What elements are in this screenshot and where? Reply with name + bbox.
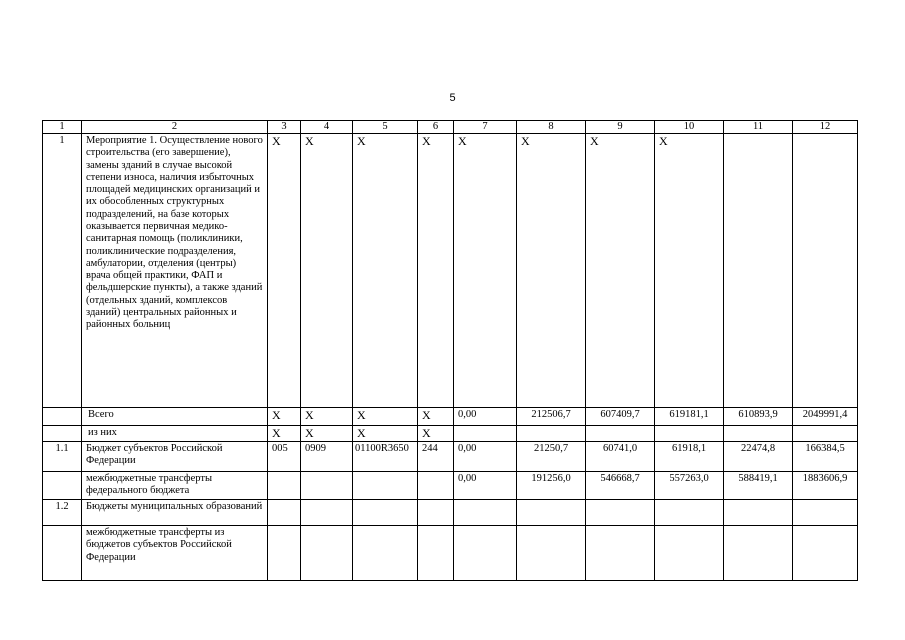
cell: X <box>301 408 353 426</box>
cell: 191256,0 <box>517 472 586 500</box>
header-cell: 11 <box>724 121 793 134</box>
cell: 0,00 <box>454 442 517 472</box>
row-number <box>43 526 82 581</box>
cell: X <box>418 426 454 442</box>
cell <box>517 500 586 526</box>
cell: 1883606,9 <box>793 472 858 500</box>
cell <box>517 426 586 442</box>
cell <box>301 526 353 581</box>
cell: 22474,8 <box>724 442 793 472</box>
row-label: Всего <box>82 408 268 426</box>
cell <box>724 526 793 581</box>
row-number: 1.2 <box>43 500 82 526</box>
header-row <box>43 121 858 134</box>
cell: X <box>268 426 301 442</box>
cell: 60741,0 <box>586 442 655 472</box>
event-description: Мероприятие 1. Осуществление нового строительства (его завершение), замены зданий в случае высокой степени износа, наличия избыточных площадей медицинских организаций и их обособленных структурных подразделений, на базе которых оказывается первичная медико-санитарная помощь (поликлиники, поликлинические подразделения, амбулатории, отделения (центры) врача общей практики, ФАП и фельдшерские пункты), а также зданий (отдельных зданий, комплексов зданий) центральных районных и районных больниц <box>82 134 268 408</box>
header-cell: 2 <box>82 121 268 134</box>
row-label: межбюджетные трансферты из бюджетов субъектов Российской Федерации <box>82 526 268 581</box>
cell: X <box>268 134 301 408</box>
header-cell: 6 <box>418 121 454 134</box>
table-row-1-2 <box>43 500 858 526</box>
header-cell: 12 <box>793 121 858 134</box>
cell: X <box>517 134 586 408</box>
cell <box>268 526 301 581</box>
cell <box>301 472 353 500</box>
cell: X <box>418 408 454 426</box>
cell: 557263,0 <box>655 472 724 500</box>
cell: 0,00 <box>454 472 517 500</box>
row-label: Бюджеты муниципальных образований <box>82 500 268 526</box>
cell <box>724 134 793 408</box>
row-number: 1.1 <box>43 442 82 472</box>
cell <box>454 500 517 526</box>
table-row-1-1-federal <box>43 472 858 500</box>
cell: X <box>353 134 418 408</box>
cell: 21250,7 <box>517 442 586 472</box>
cell <box>655 426 724 442</box>
cell <box>793 526 858 581</box>
table-row-1-1 <box>43 442 858 472</box>
cell <box>353 472 418 500</box>
header-cell: 7 <box>454 121 517 134</box>
table-row-including <box>43 426 858 442</box>
cell <box>454 526 517 581</box>
cell <box>418 472 454 500</box>
cell: 588419,1 <box>724 472 793 500</box>
header-cell: 1 <box>43 121 82 134</box>
cell <box>793 500 858 526</box>
cell: X <box>454 134 517 408</box>
cell <box>724 500 793 526</box>
cell: X <box>655 134 724 408</box>
cell: 610893,9 <box>724 408 793 426</box>
cell <box>268 472 301 500</box>
table-row-event <box>43 134 858 408</box>
cell <box>301 500 353 526</box>
cell: 166384,5 <box>793 442 858 472</box>
cell <box>655 500 724 526</box>
cell: 619181,1 <box>655 408 724 426</box>
row-label: Бюджет субъектов Российской Федерации <box>82 442 268 472</box>
cell: X <box>301 426 353 442</box>
cell: 01100R3650 <box>353 442 418 472</box>
header-cell: 9 <box>586 121 655 134</box>
cell <box>353 500 418 526</box>
cell: X <box>586 134 655 408</box>
cell: 212506,7 <box>517 408 586 426</box>
cell <box>586 526 655 581</box>
cell: 607409,7 <box>586 408 655 426</box>
cell <box>793 426 858 442</box>
header-cell: 4 <box>301 121 353 134</box>
row-label: межбюджетные трансферты федерального бюджета <box>82 472 268 500</box>
cell: 61918,1 <box>655 442 724 472</box>
cell: 546668,7 <box>586 472 655 500</box>
cell <box>724 426 793 442</box>
header-cell: 8 <box>517 121 586 134</box>
row-label: из них <box>82 426 268 442</box>
row-number: 1 <box>43 134 82 408</box>
table-row-total <box>43 408 858 426</box>
cell <box>353 526 418 581</box>
cell: 0,00 <box>454 408 517 426</box>
cell: X <box>268 408 301 426</box>
cell <box>418 526 454 581</box>
cell: 0909 <box>301 442 353 472</box>
cell <box>454 426 517 442</box>
row-number <box>43 408 82 426</box>
cell <box>655 526 724 581</box>
table-row-1-2-regional <box>43 526 858 581</box>
cell: X <box>418 134 454 408</box>
cell <box>418 500 454 526</box>
funding-table <box>42 120 858 581</box>
header-cell: 3 <box>268 121 301 134</box>
page-number: 5 <box>449 92 456 104</box>
cell: 244 <box>418 442 454 472</box>
cell: X <box>301 134 353 408</box>
header-cell: 5 <box>353 121 418 134</box>
cell: 005 <box>268 442 301 472</box>
header-cell: 10 <box>655 121 724 134</box>
cell: X <box>353 408 418 426</box>
cell <box>586 500 655 526</box>
cell <box>586 426 655 442</box>
cell <box>517 526 586 581</box>
cell <box>268 500 301 526</box>
cell: 2049991,4 <box>793 408 858 426</box>
cell <box>793 134 858 408</box>
row-number <box>43 426 82 442</box>
cell: X <box>353 426 418 442</box>
row-number <box>43 472 82 500</box>
